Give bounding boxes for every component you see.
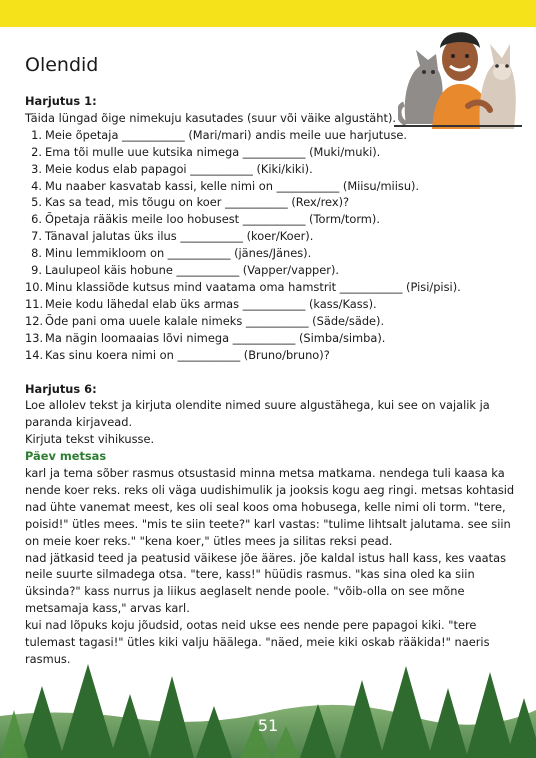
exercise1-item-text: Õde pani oma uuele kalale nimeks ___________ (Säde/säde). [45,313,385,328]
page-content [25,93,515,668]
exercise1-item-number: 5. [31,195,42,210]
exercise1-item [25,144,515,161]
exercise1-item-text: Mu naaber kasvatab kassi, kelle nimi on ___________ (Miisu/miisu). [45,178,420,193]
exercise1-item-text: Minu klassiõde kutsus mind vaatama oma hamstrit ___________ (Pisi/pisi). [45,279,461,294]
exercise1-item [25,245,515,262]
exercise1-item-text: Meie kodu lähedal elab üks armas ___________ (kass/Kass). [45,296,377,311]
exercise1-item [25,178,515,195]
exercise1-item-number: 8. [31,246,42,261]
exercise1-item-number: 10. [25,279,44,294]
exercise1-item [25,228,515,245]
exercise1-item-text: Ema tõi mulle uue kutsika nimega ___________ (Muki/muki). [45,144,381,159]
exercise1-item [25,127,515,144]
exercise1-item-number: 13. [25,330,44,345]
exercise1-item-number: 7. [31,229,42,244]
exercise1-item-number: 12. [25,313,44,328]
exercise1-item-text: Kas sinu koera nimi on ___________ (Bruno/bruno)? [45,347,330,362]
exercise1-instruction: Täida lüngad õige nimekuju kasutades (suur või väike algustäht). [25,110,397,125]
exercise1-list [25,127,515,364]
story-title: Päev metsas [25,449,107,464]
exercise1-item-text: Ma nägin loomaaias lõvi nimega ___________ (Simba/simba). [45,330,386,345]
exercise1-item-number: 1. [31,127,42,142]
forest-trees-illustration [0,646,536,758]
exercise6-instruction-2: Kirjuta tekst vihikusse. [25,432,155,447]
exercise1-item [25,313,515,330]
exercise1-item [25,262,515,279]
exercise1-item-number: 6. [31,212,42,227]
exercise6-heading: Harjutus 6: [25,381,97,396]
exercise1-item-text: Õpetaja rääkis meile loo hobusest ___________ (Torm/torm). [45,212,380,227]
exercise1-item-text: Kas sa tead, mis tõugu on koer ___________ (Rex/rex)? [45,195,350,210]
page-title: Olendid [25,54,99,76]
exercise1-item-number: 4. [31,178,42,193]
exercise1-item-number: 9. [31,263,42,278]
exercise1-item [25,347,515,364]
exercise1-heading: Harjutus 1: [25,94,97,108]
exercise1-item-text: Tänaval jalutas üks ilus ___________ (koer/Koer). [45,229,314,244]
page-number: 51 [257,716,279,735]
story-paragraph-1: karl ja tema sõber rasmus otsustasid minna metsa matkama. nendega tuli kaasa ka nende koer reks. reks oli väga uudishimulik ja jooksis kogu aeg ringi. metsas kohtasid nad ühte vanemat meest, kes oli seal koos oma hobusega, kelle nimi oli torm. "tere, poisid!" ütles mees. "mis te siin teete?" karl vastas: "tulime lihtsalt jalutama. see siin on meie koer reks." "kena koer," ütles mees ja silitas reksi pead. [25,466,515,548]
exercise1-item-text: Meie õpetaja ___________ (Mari/mari) andis meile uue harjutuse. [45,127,408,142]
exercise1-item [25,296,515,313]
exercise6-instruction: Loe allolev tekst ja kirjuta olendite nimed suure algustähega, kui see on vajalik ja paranda kirjavead. [25,398,490,430]
exercise1-item-text: Minu lemmikloom on ___________ (jänes/Jänes). [45,246,312,261]
exercise1-item [25,161,515,178]
exercise1-item [25,194,515,211]
story-paragraph-3: kui nad lõpuks koju jõudsid, ootas neid ukse ees nende pere papagoi kiki. "tere tulemast tagasi!" ütles kiki valju häälega. "näed, meie kiki oskab rääkida!" naeris rasmus. [25,618,490,666]
exercise1-item [25,330,515,347]
exercise1-item [25,211,515,228]
exercise1-item [25,279,515,296]
exercise1-item-number: 3. [31,161,42,176]
story-paragraph-2: nad jätkasid teed ja peatusid väikese jõe ääres. jõe kaldal istus hall kass, kes vaatas neile suurte silmadega otsa. "tere, kass!" hüüdis rasmus. "kas sina oled ka siin üksinda?" kass nurrus ja liikus aeglaselt nende poole. "võib-olla on see mõne metsamaja kass," arvas karl. [25,550,507,616]
exercise1-item-text: Laulupeol käis hobune ___________ (Vapper/vapper). [45,263,340,278]
exercise1-item-number: 14. [25,347,44,362]
exercise1-item-number: 11. [25,296,44,311]
exercise1-item-number: 2. [31,144,42,159]
exercise1-item-text: Meie kodus elab papagoi ___________ (Kiki/kiki). [45,161,313,176]
